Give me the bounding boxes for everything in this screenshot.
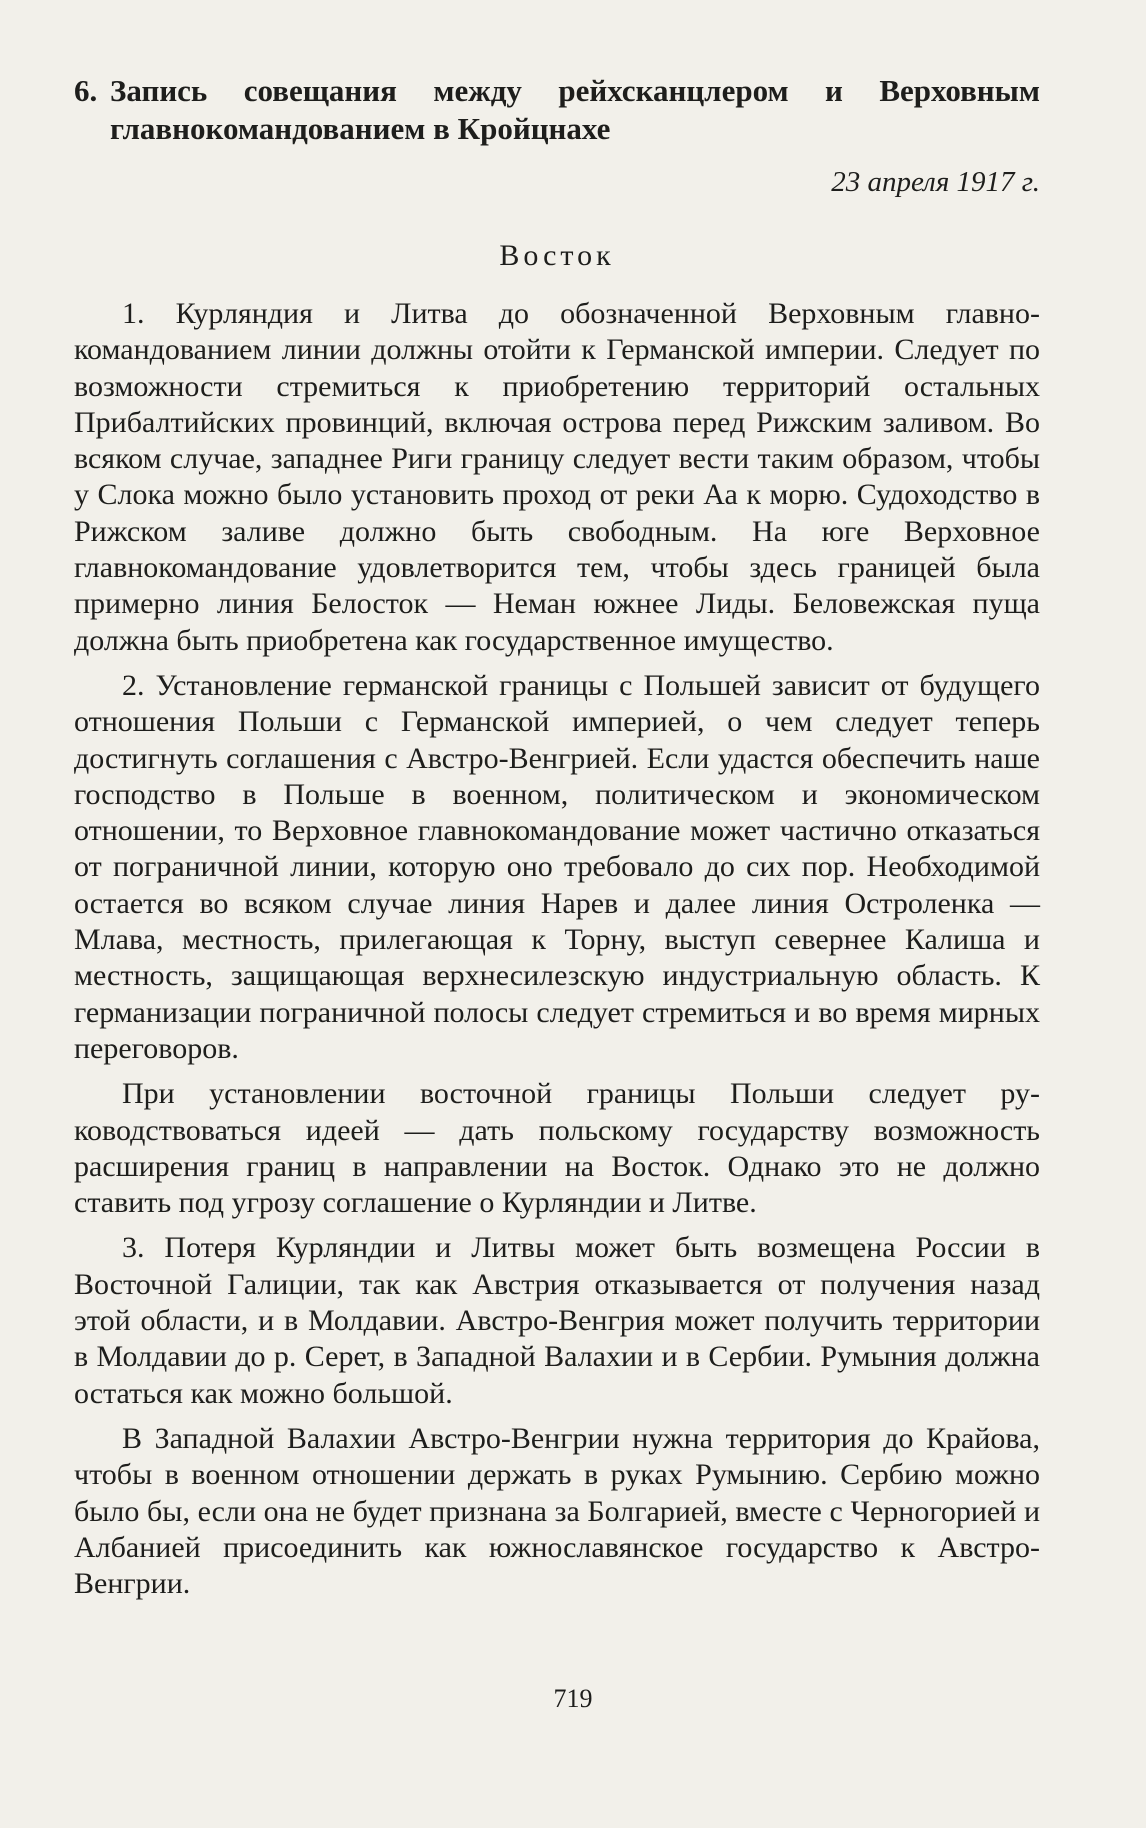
- document-heading: [74, 72, 1040, 148]
- page-number: 719: [553, 1684, 593, 1713]
- document-date: 23 апреля 1917 г.: [831, 166, 1040, 198]
- heading-text: Запись совещания между рейхсканцлером и Верховным главнокомандованием в Кройцнахе: [110, 73, 1040, 146]
- body-text: [74, 296, 1040, 1602]
- paragraph: 2. Установление германской границы с Польшей зависит от будущего отношения Польши с Германской империей, о чем следует теперь достигнуть соглашения с Австро-Венгрией. Если удастся обеспечить наше господство в Польше в военном, политическом и экономическом отношении, то Верховное главнокомандование может частично отказаться от пограничной линии, которую оно требовало до сих пор. Необходимой остается во всяком случае линия Нарев и далее линия Остроленка — Млава, местность, прилегающая к Торну, выступ севернее Калиша и местность, защищающая верхнесилезскую индустриальную область. К германизации пограничной полосы следует стремиться и во время мирных переговоров.: [74, 668, 1040, 1065]
- paragraph: 1. Курляндия и Литва до обозначенной Верховным главнокомандованием линии должны отойти к Германской империи. Следует по возможности стремиться к приобретению территорий остальных Прибалтийских провинций, включая острова перед Рижским заливом. Во всяком случае, западнее Риги границу следует вести таким образом, чтобы у Слока можно было установить проход от реки Аа к морю. Судоходство в Рижском заливе должно быть свободным. На юге Верховное главнокомандование удовлетворится тем, чтобы здесь границей была примерно линия Белосток — Неман южнее Лиды. Беловежская пуща должна быть приобретена как государственное имущество.: [74, 297, 1040, 657]
- heading-number: 6.: [74, 73, 98, 108]
- paragraph: При установлении восточной границы Польши следует руководствоваться идеей — дать польскому государству возможность расширения границ в направлении на Восток. Однако это не должно ставить под угрозу соглашение о Курляндии и Литве.: [74, 1077, 1040, 1220]
- paragraph: В Западной Валахии Австро-Венгрии нужна территория до Крайова, чтобы в военном отношении держать в руках Румынию. Сербию можно было бы, если она не будет признана за Болгарией, вместе с Черногорией и Албанией присоединить как южнославянское государство к Австро-Венгрии.: [74, 1421, 1040, 1601]
- document-page: [74, 72, 1040, 1602]
- section-title: Восток: [499, 239, 615, 272]
- paragraph: 3. Потеря Курляндии и Литвы может быть возмещена России в Восточной Галиции, так как Австрия отказывается от получения назад этой области, и в Молдавии. Австро-Венгрия может получить территории в Молдавии до р. Серет, в Западной Валахии и в Сербии. Румыния должна остаться как можно большой.: [74, 1231, 1040, 1410]
